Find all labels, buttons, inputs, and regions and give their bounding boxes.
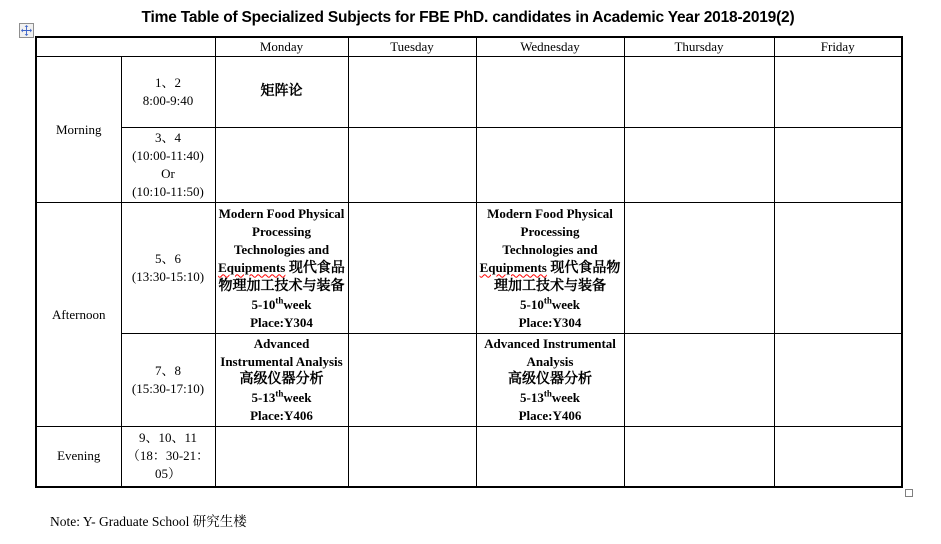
timeslot-3-4[interactable]	[121, 128, 215, 203]
timeslot-line: （18：30-21：	[126, 448, 210, 464]
course-name-line: Modern Food Physical	[218, 205, 345, 221]
timeslot-line: 7、8	[154, 363, 181, 378]
table-row	[36, 57, 902, 128]
timeslot-1-2[interactable]	[121, 57, 215, 128]
cell-tuesday-slot12[interactable]	[348, 57, 476, 128]
cell-thursday-evening[interactable]	[624, 427, 774, 487]
cell-friday-slot56[interactable]	[774, 203, 902, 334]
timeslot-line: (15:30-17:10)	[131, 381, 205, 396]
course-name-line: Processing	[252, 223, 311, 239]
day-header-tuesday[interactable]: Tuesday	[348, 37, 476, 57]
timeslot-9-10-11[interactable]	[121, 427, 215, 487]
timeslot-line: 3、4	[154, 130, 181, 145]
course-name-line: Analysis	[526, 354, 574, 369]
misspelled-word: Equipments	[218, 259, 286, 275]
move-arrows-icon	[21, 25, 32, 36]
course-weeks: 5-10thweek	[251, 295, 312, 312]
period-afternoon[interactable]: Afternoon	[36, 203, 121, 427]
timeslot-line: Or	[161, 166, 175, 181]
cell-wednesday-slot12[interactable]	[476, 57, 624, 128]
table-row	[36, 203, 902, 334]
course-place: Place:Y406	[250, 408, 313, 423]
course-name-line: Processing	[520, 223, 580, 239]
period-morning[interactable]: Morning	[36, 57, 121, 203]
timeslot-line: 1、2	[154, 75, 181, 90]
course-weeks: 5-13thweek	[519, 388, 581, 405]
day-header-wednesday[interactable]: Wednesday	[476, 37, 624, 57]
cell-thursday-slot12[interactable]	[624, 57, 774, 128]
timeslot-line: (13:30-15:10)	[131, 269, 205, 284]
table-resize-handle[interactable]	[905, 489, 913, 497]
timeslot-5-6[interactable]	[121, 203, 215, 334]
table-row	[36, 128, 902, 203]
cell-tuesday-evening[interactable]	[348, 427, 476, 487]
course-name-zh: 现代食品物	[546, 260, 621, 276]
cell-wednesday-slot34[interactable]	[476, 128, 624, 203]
course-name-zh: 高级仪器分析	[239, 372, 324, 387]
table-row	[36, 334, 902, 427]
day-header-friday[interactable]: Friday	[774, 37, 902, 57]
timeslot-line: (10:00-11:40)	[132, 148, 204, 163]
course-name-line: Technologies and	[502, 241, 598, 257]
course-name-line: Technologies and	[233, 241, 330, 257]
course-name-zh: 高级仪器分析	[508, 372, 592, 387]
cell-friday-evening[interactable]	[774, 427, 902, 487]
course-name-line: Advanced	[253, 336, 310, 351]
course-name-line: Advanced Instrumental	[484, 336, 616, 351]
day-header-monday[interactable]: Monday	[215, 37, 348, 57]
course-name-zh: 现代食品	[285, 260, 345, 276]
timetable	[35, 36, 903, 488]
course-place: Place:Y304	[250, 314, 313, 330]
timeslot-line: 9、10、11	[138, 430, 198, 446]
course-name-line	[217, 259, 347, 278]
table-row	[36, 427, 902, 487]
course-name-line	[478, 259, 623, 278]
cell-monday-slot56[interactable]	[215, 203, 348, 334]
day-header-thursday[interactable]: Thursday	[624, 37, 774, 57]
cell-monday-slot12[interactable]	[215, 57, 348, 128]
timeslot-line: (10:10-11:50)	[132, 184, 204, 199]
cell-thursday-slot56[interactable]	[624, 203, 774, 334]
footnote[interactable]: Note: Y- Graduate School 研究生楼	[50, 514, 247, 529]
course-name-zh: 理加工技术与装备	[494, 278, 606, 294]
ordinal-suffix: th	[543, 295, 552, 306]
cell-wednesday-slot78[interactable]	[476, 334, 624, 427]
course-weeks: 5-13thweek	[251, 388, 312, 405]
course-name-line: Instrumental Analysis	[220, 354, 343, 369]
ordinal-suffix: th	[275, 388, 284, 399]
cell-thursday-slot78[interactable]	[624, 334, 774, 427]
course-title: 矩阵论	[260, 84, 303, 99]
misspelled-word: Equipments	[479, 259, 547, 275]
course-place: Place:Y304	[518, 314, 582, 330]
header-corner-cell[interactable]	[36, 37, 215, 57]
timeslot-line: 8:00-9:40	[142, 93, 194, 108]
course-name-line: Modern Food Physical	[487, 205, 613, 221]
cell-tuesday-slot78[interactable]	[348, 334, 476, 427]
cell-friday-slot34[interactable]	[774, 128, 902, 203]
course-weeks: 5-10thweek	[519, 295, 581, 312]
timeslot-7-8[interactable]	[121, 334, 215, 427]
timeslot-line: 05）	[154, 466, 181, 482]
cell-thursday-slot34[interactable]	[624, 128, 774, 203]
cell-monday-evening[interactable]	[215, 427, 348, 487]
ordinal-suffix: th	[543, 388, 552, 399]
day-header-row	[36, 37, 902, 57]
cell-wednesday-evening[interactable]	[476, 427, 624, 487]
cell-monday-slot34[interactable]	[215, 128, 348, 203]
cell-monday-slot78[interactable]	[215, 334, 348, 427]
cell-tuesday-slot56[interactable]	[348, 203, 476, 334]
ordinal-suffix: th	[275, 295, 284, 306]
cell-friday-slot12[interactable]	[774, 57, 902, 128]
course-place: Place:Y406	[518, 408, 582, 423]
period-evening[interactable]: Evening	[36, 427, 121, 487]
cell-friday-slot78[interactable]	[774, 334, 902, 427]
timeslot-line: 5、6	[154, 251, 181, 266]
document-title[interactable]: Time Table of Specialized Subjects for FBE PhD. candidates in Academic Year 2018-2019(2)	[141, 9, 795, 26]
course-name-zh: 物理加工技术与装备	[218, 278, 345, 294]
cell-tuesday-slot34[interactable]	[348, 128, 476, 203]
cell-wednesday-slot56[interactable]	[476, 203, 624, 334]
table-move-handle[interactable]	[19, 23, 34, 38]
